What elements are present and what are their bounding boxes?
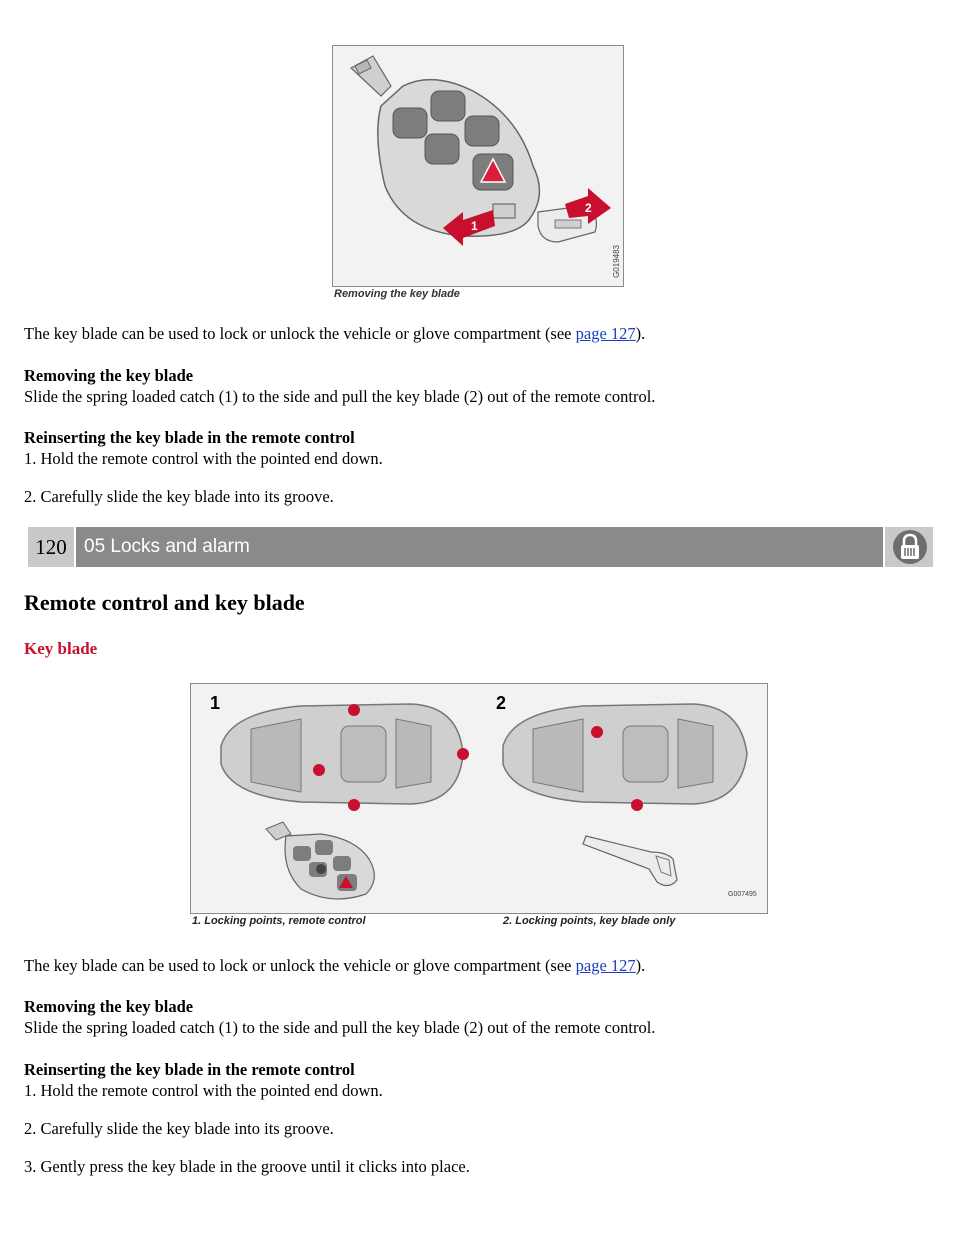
car-illustration-1 [221,704,469,811]
page-title: Remote control and key blade [24,590,305,615]
reinsert-heading: Reinserting the key blade in the remote control [24,428,355,447]
intro-text: The key blade can be used to lock or unlock the vehicle or glove compartment (see [24,324,576,343]
subheading-key-blade: Key blade [24,639,98,658]
intro-paragraph [24,323,645,344]
figure-frame [332,45,624,287]
intro-text-end: ). [635,324,646,343]
removing-text: Slide the spring loaded catch (1) to the side and pull the key blade (2) out of the remote control. [24,1018,656,1037]
page-number: 120 [28,527,74,567]
figure-code: G019483 [612,245,621,278]
caption-remote-control: 1. Locking points, remote control [192,915,366,927]
step-2: 2. Carefully slide the key blade into its groove. [24,1119,334,1138]
padlock-icon [893,530,927,564]
remote-fob-illustration [266,822,374,899]
step-1: 1. Hold the remote control with the pointed end down. [24,1081,383,1100]
page-link[interactable]: page 127 [575,956,636,975]
car-illustration-2 [503,704,747,811]
key-blade-illustration [583,836,677,886]
caption-key-blade: 2. Locking points, key blade only [503,915,676,927]
section-title: 05 Locks and alarm [76,527,883,567]
section-header-bar [28,527,933,567]
key-blade-removal-figure [332,45,624,303]
section-icon-box [885,527,933,567]
removing-heading: Removing the key blade [24,366,194,385]
page-link[interactable]: page 127 [575,324,636,343]
intro-text: The key blade can be used to lock or unlock the vehicle or glove compartment (see [24,956,576,975]
intro-text-end: ). [635,956,646,975]
step-1: 1. Hold the remote control with the pointed end down. [24,449,383,468]
step-3: 3. Gently press the key blade in the groove until it clicks into place. [24,1157,470,1176]
removing-text: Slide the spring loaded catch (1) to the side and pull the key blade (2) out of the remote control. [24,387,656,406]
arrow-label-2: 2 [585,201,592,215]
locking-points-illustration [191,684,767,913]
arrow-label-1: 1 [471,219,478,233]
reinsert-heading: Reinserting the key blade in the remote control [24,1060,355,1079]
figure-code: G007495 [728,891,757,898]
remote-key-illustration [333,46,623,286]
step-2: 2. Carefully slide the key blade into its groove. [24,487,334,506]
figure-frame [190,683,768,914]
intro-paragraph [24,955,645,976]
figure-label-2: 2 [496,693,507,713]
figure-caption: Removing the key blade [334,288,460,300]
figure-label-1: 1 [210,693,221,713]
removing-heading: Removing the key blade [24,997,194,1016]
locking-points-figure [190,683,770,933]
